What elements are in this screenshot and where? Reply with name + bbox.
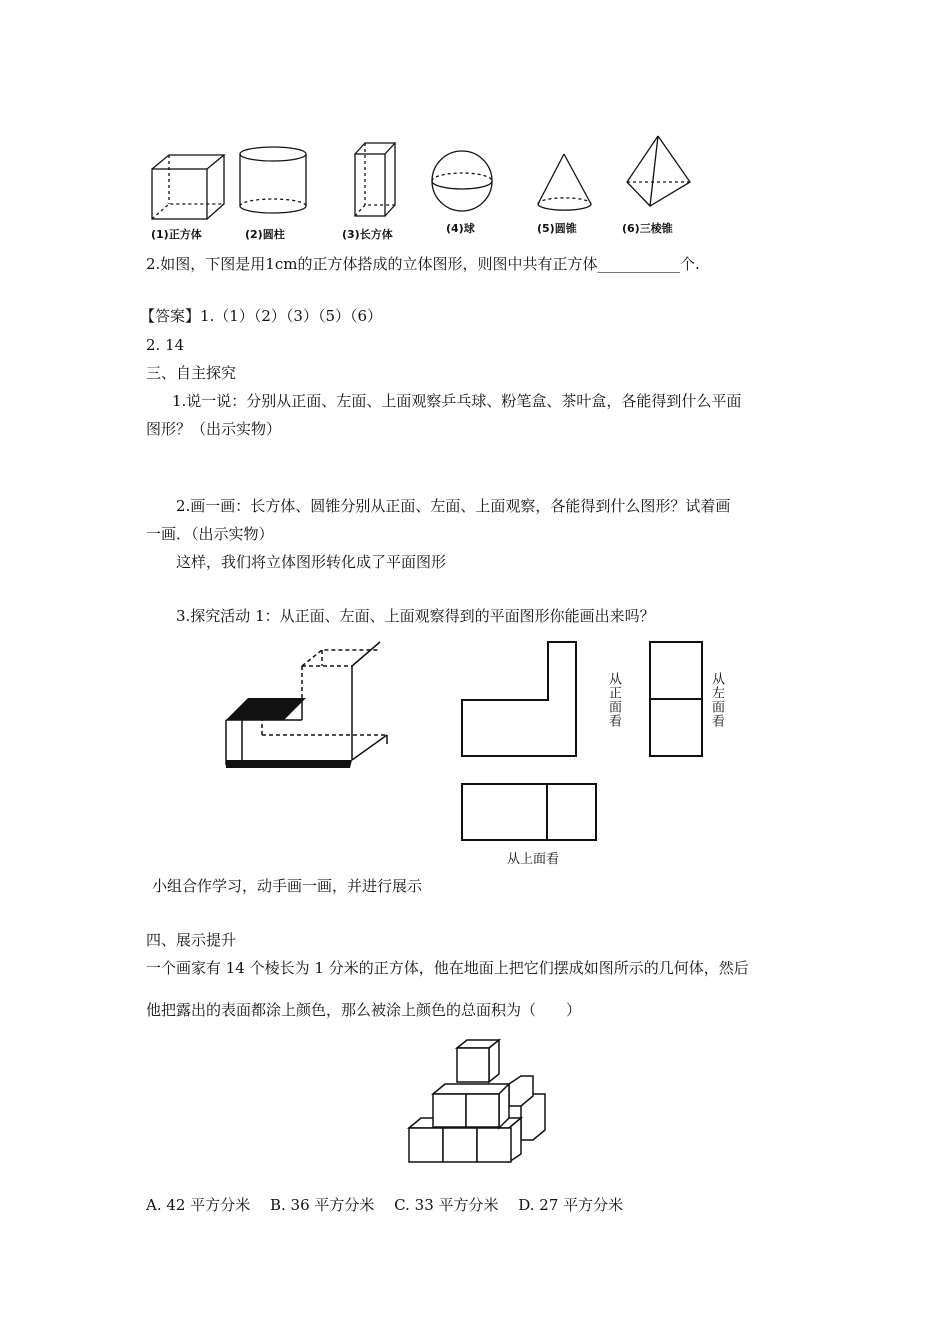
stacked-cubes-figure [405, 1036, 550, 1166]
item-2-line-1: 2.画一画：长方体、圆锥分别从正面、左面、上面观察，各能得到什么图形？试着画 [176, 497, 731, 515]
cuboid-figure [353, 140, 398, 220]
top-view-label: 从上面看 [507, 852, 560, 867]
caption-sphere: (4)球 [446, 222, 475, 235]
caption-pyramid: (6)三棱锥 [622, 222, 673, 235]
caption-cone: (5)圆锥 [537, 222, 577, 235]
top-view-figure [460, 782, 600, 844]
problem-line-1: 一个画家有 14 个棱长为 1 分米的正方体，他在地面上把它们摆成如图所示的几何体，然后 [146, 959, 749, 977]
section-3-heading: 三、自主探究 [146, 364, 237, 382]
item-2-line-3: 这样，我们将立体图形转化成了平面图形 [176, 553, 447, 571]
step-solid-figure [222, 640, 392, 775]
caption-cuboid: (3)长方体 [342, 228, 393, 241]
question-2: 2.如图，下图是用1cm的正方体搭成的立体图形，则图中共有正方体___________个. [146, 255, 700, 273]
cone-figure [535, 152, 595, 214]
group-work-line: 小组合作学习，动手画一画，并进行展示 [152, 877, 423, 895]
caption-cylinder: (2)圆柱 [245, 228, 285, 241]
front-view-label: 从正面看 [606, 672, 621, 728]
front-view-figure [460, 640, 600, 760]
item-3-line: 3.探究活动 1：从正面、左面、上面观察得到的平面图形你能画出来吗？ [176, 607, 655, 625]
left-view-label: 从左面看 [709, 672, 724, 728]
problem-line-2: 他把露出的表面都涂上颜色，那么被涂上颜色的总面积为（ ） [146, 1001, 582, 1019]
caption-cube: (1)正方体 [151, 228, 202, 241]
section-4-heading: 四、展示提升 [146, 931, 237, 949]
item-1-line-1: 1.说一说：分别从正面、左面、上面观察乒乓球、粉笔盒、茶叶盒，各能得到什么平面 [172, 392, 742, 410]
item-1-line-2: 图形？（出示实物） [146, 420, 282, 438]
pyramid-figure [624, 134, 692, 214]
cube-figure [150, 152, 225, 222]
item-2-line-2: 一画．（出示实物） [146, 525, 274, 543]
cylinder-figure [238, 146, 310, 216]
left-view-figure [648, 640, 708, 760]
sphere-figure [431, 150, 495, 214]
answer-line-2: 2. 14 [146, 336, 185, 354]
answer-line-1: 【答案】1.（1）（2）（3）（5）（6） [140, 307, 383, 325]
answer-options: A. 42 平方分米 B. 36 平方分米 C. 33 平方分米 D. 27 平方分米 [146, 1196, 624, 1214]
